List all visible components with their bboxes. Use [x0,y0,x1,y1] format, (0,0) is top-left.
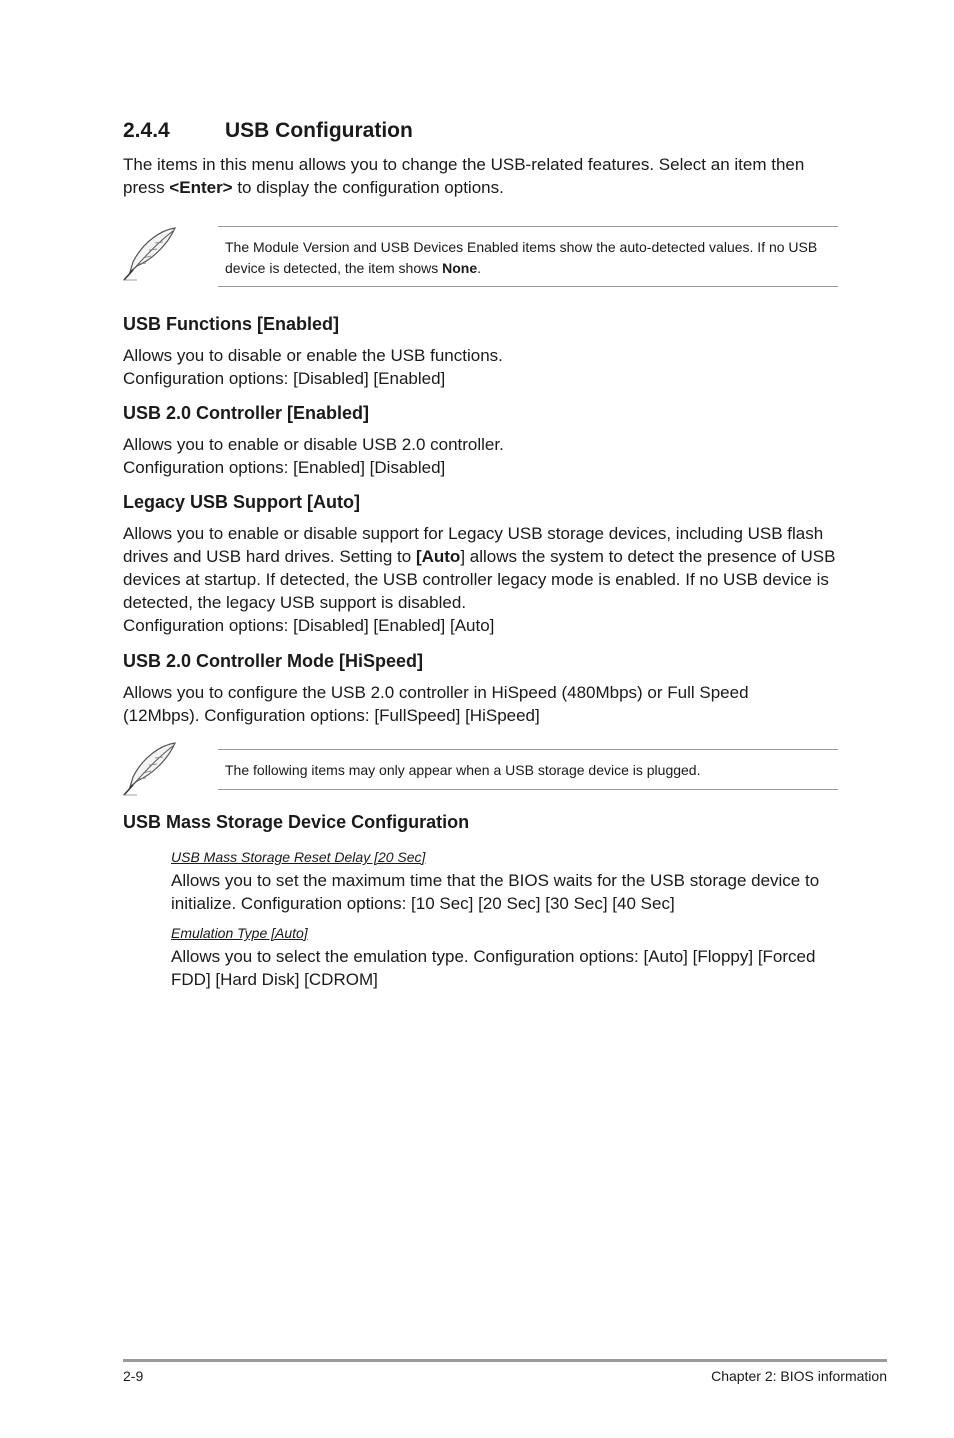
usb20-mode-description: Allows you to configure the USB 2.0 controller in HiSpeed (480Mbps) or Full Speed (12Mbps). Configuration options: [FullSpeed] [HiSpeed] [123,683,749,725]
emulation-type-description: Allows you to select the emulation type. Configuration options: [Auto] [Floppy] [Forced FDD] [Hard Disk] [CDROM] [171,947,816,989]
chapter-title: Chapter 2: BIOS information [711,1368,887,1384]
note-box-storage-device [218,749,838,790]
emulation-type-label: Emulation Type [Auto] [171,925,308,941]
heading-usb-functions: USB Functions [Enabled] [123,314,339,334]
feather-pen-icon [121,226,179,282]
heading-usb20-controller: USB 2.0 Controller [Enabled] [123,403,370,423]
intro-paragraph [123,153,843,199]
intro-text: The items in this menu allows you to change the USB-related features. Select an item then press [123,155,805,197]
footer-divider [123,1359,887,1362]
note-none-value: None [442,260,478,276]
feather-pen-icon [121,741,179,797]
section-name: USB Configuration [225,119,413,142]
note-text: The Module Version and USB Devices Enabled items show the auto-detected values. If no USB device is detected, the item shows None. [225,239,818,276]
heading-mass-storage: USB Mass Storage Device Configuration [123,812,470,832]
note-text: The following items may only appear when a USB storage device is plugged. [225,762,701,778]
section-number: 2.4.4 [123,119,170,142]
legacy-usb-description: Allows you to enable or disable support for Legacy USB storage devices, including USB flash drives and USB hard drives. Setting to [Auto] allows the system to detect the presence of USB devices at startup. If detected, the USB controller legacy mode is enabled. If no USB device is detected, the legacy USB support is disabled. Configuration options: [Disabled] [Enabled] [Auto] [123,524,836,635]
heading-usb20-mode: USB 2.0 Controller Mode [HiSpeed] [123,651,424,671]
page-number: 2-9 [123,1368,144,1384]
intro-text-end: to display the configuration options. [232,178,504,197]
reset-delay-label: USB Mass Storage Reset Delay [20 Sec] [171,849,426,865]
intro-enter-key: <Enter> [169,178,233,197]
usb20-controller-description: Allows you to enable or disable USB 2.0 controller. Configuration options: [Enabled] [Disabled] [123,435,504,477]
reset-delay-description: Allows you to set the maximum time that the BIOS waits for the USB storage device to initialize. Configuration options: [10 Sec] [20 Sec] [30 Sec] [40 Sec] [171,871,820,913]
legacy-auto-value: [Auto [415,547,461,566]
usb-functions-description: Allows you to disable or enable the USB functions. Configuration options: [Disabled] [Enabled] [123,346,503,388]
heading-legacy-usb: Legacy USB Support [Auto] [123,492,360,512]
section-title [123,119,413,143]
note-box-module-version [218,226,838,287]
